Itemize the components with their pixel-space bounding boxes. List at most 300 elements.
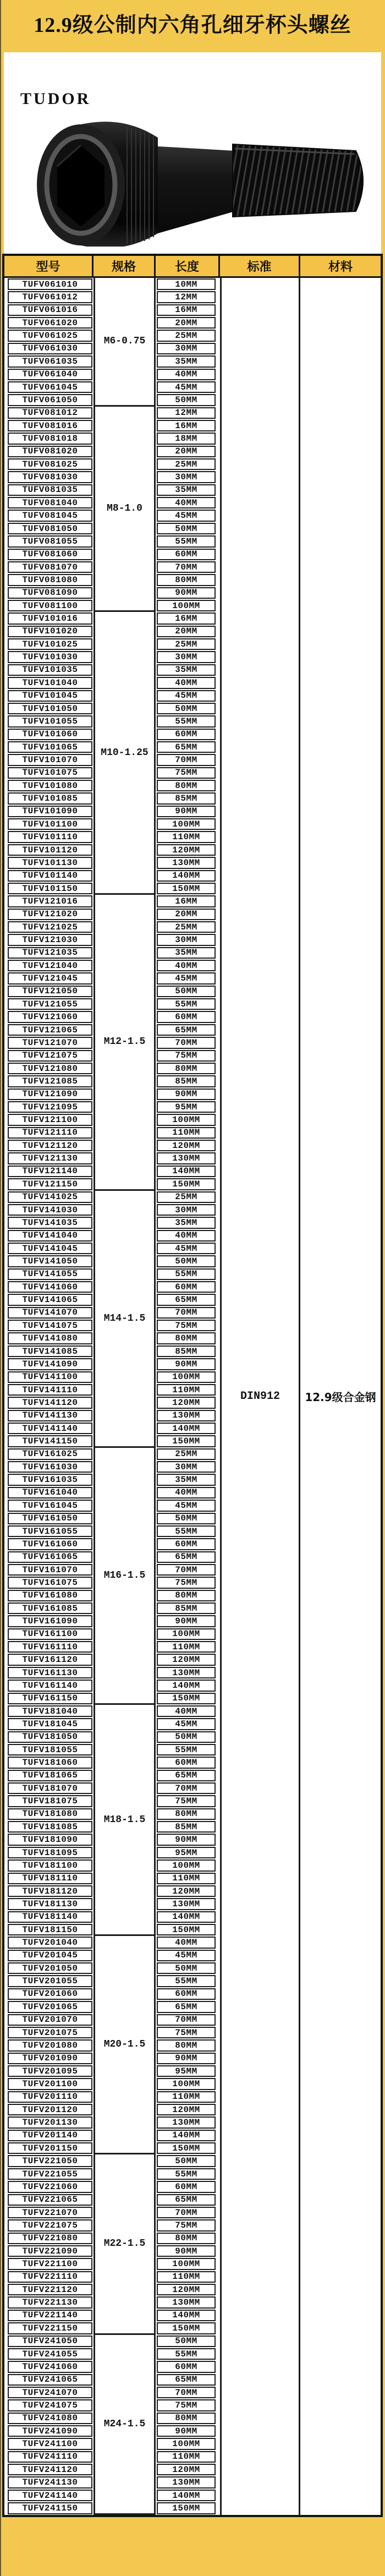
length-cell: 40MM xyxy=(157,960,216,971)
model-cell: TUFV141040 xyxy=(8,1230,92,1241)
length-cell: 30MM xyxy=(157,1461,216,1473)
length-cell: 30MM xyxy=(157,934,216,945)
model-cell: TUFV081012 xyxy=(8,407,92,419)
length-cell: 50MM xyxy=(157,2155,216,2167)
model-cell: TUFV161035 xyxy=(8,1474,92,1485)
model-cell: TUFV161060 xyxy=(8,1538,92,1550)
length-cell: 90MM xyxy=(157,1834,216,1845)
length-cell: 60MM xyxy=(157,729,216,740)
model-cell: TUFV061035 xyxy=(8,356,92,367)
length-cell: 150MM xyxy=(157,883,216,894)
model-cell: TUFV201055 xyxy=(8,1975,92,1987)
length-cell: 30MM xyxy=(157,471,216,483)
model-cell: TUFV181075 xyxy=(8,1795,92,1807)
length-cell: 80MM xyxy=(157,1590,216,1601)
length-cell: 50MM xyxy=(157,2336,216,2347)
length-cell: 95MM xyxy=(157,2065,216,2077)
length-cell: 140MM xyxy=(157,1680,216,1691)
model-cell: TUFV201095 xyxy=(8,2065,92,2077)
length-cell: 25MM xyxy=(157,330,216,341)
length-cell: 75MM xyxy=(157,1320,216,1331)
length-cell: 25MM xyxy=(157,921,216,933)
length-cell: 130MM xyxy=(157,2296,216,2308)
length-cell: 80MM xyxy=(157,1332,216,1344)
model-cell: TUFV161150 xyxy=(8,1693,92,1704)
model-cell: TUFV061020 xyxy=(8,317,92,329)
length-cell: 60MM xyxy=(157,1538,216,1550)
model-cell: TUFV121065 xyxy=(8,1024,92,1036)
model-cell: TUFV121140 xyxy=(8,1166,92,1177)
model-cell: TUFV241120 xyxy=(8,2464,92,2475)
model-cell: TUFV121016 xyxy=(8,895,92,907)
length-cell: 45MM xyxy=(157,1243,216,1254)
length-cell: 130MM xyxy=(157,1898,216,1910)
length-cell: 70MM xyxy=(157,561,216,573)
model-cell: TUFV081090 xyxy=(8,587,92,599)
length-cell: 90MM xyxy=(157,2245,216,2257)
length-cell: 55MM xyxy=(157,715,216,727)
length-cell: 85MM xyxy=(157,1603,216,1614)
model-cell: TUFV101140 xyxy=(8,870,92,882)
length-cell: 140MM xyxy=(157,2130,216,2141)
length-cell: 30MM xyxy=(157,1204,216,1216)
model-cell: TUFV081018 xyxy=(8,433,92,444)
length-cell: 25MM xyxy=(157,1191,216,1203)
length-cell: 130MM xyxy=(157,1667,216,1678)
length-cell: 45MM xyxy=(157,1500,216,1511)
model-cell: TUFV101025 xyxy=(8,638,92,650)
length-cell: 100MM xyxy=(157,1114,216,1125)
length-cell: 30MM xyxy=(157,343,216,354)
length-cell: 65MM xyxy=(157,1770,216,1781)
model-cell: TUFV161075 xyxy=(8,1577,92,1588)
spec-cell: M16-1.5 xyxy=(94,1448,156,1705)
model-cell: TUFV201090 xyxy=(8,2053,92,2064)
length-cell: 110MM xyxy=(157,1641,216,1653)
model-cell: TUFV161070 xyxy=(8,1564,92,1576)
model-cell: TUFV181150 xyxy=(8,1924,92,1935)
length-cell: 90MM xyxy=(157,1615,216,1627)
model-cell: TUFV101150 xyxy=(8,883,92,894)
length-cell: 140MM xyxy=(157,1166,216,1177)
model-cell: TUFV141055 xyxy=(8,1268,92,1280)
model-cell: TUFV101045 xyxy=(8,690,92,702)
length-cell: 150MM xyxy=(157,2502,216,2514)
length-cell: 45MM xyxy=(157,510,216,521)
column-header-length: 长度 xyxy=(156,256,220,278)
model-cell: TUFV201140 xyxy=(8,2130,92,2141)
model-cell: TUFV121150 xyxy=(8,1178,92,1190)
length-cell: 100MM xyxy=(157,818,216,830)
spec-cell: M20-1.5 xyxy=(94,1936,156,2154)
length-cell: 60MM xyxy=(157,1281,216,1293)
spec-cell: M22-1.5 xyxy=(94,2154,156,2334)
length-cell: 45MM xyxy=(157,972,216,984)
model-cell: TUFV181110 xyxy=(8,1873,92,1884)
model-cell: TUFV161090 xyxy=(8,1615,92,1627)
model-cell: TUFV221120 xyxy=(8,2284,92,2295)
length-cell: 25MM xyxy=(157,458,216,470)
length-cell: 110MM xyxy=(157,831,216,843)
length-cell: 130MM xyxy=(157,2116,216,2128)
length-cell: 55MM xyxy=(157,1744,216,1755)
model-cell: TUFV121130 xyxy=(8,1152,92,1164)
length-cell: 16MM xyxy=(157,895,216,907)
brand-logo: TUDOR xyxy=(20,90,91,108)
model-cell: TUFV181085 xyxy=(8,1821,92,1833)
model-cell: TUFV221100 xyxy=(8,2258,92,2269)
length-cell: 75MM xyxy=(157,2219,216,2231)
model-cell: TUFV161045 xyxy=(8,1500,92,1511)
model-cell: TUFV101060 xyxy=(8,729,92,740)
standard-cell: DIN912 xyxy=(220,278,300,2515)
screw-threads xyxy=(233,144,363,217)
model-cell: TUFV121120 xyxy=(8,1140,92,1151)
model-cell: TUFV141075 xyxy=(8,1320,92,1331)
model-cell: TUFV201080 xyxy=(8,2039,92,2051)
length-cell: 120MM xyxy=(157,1397,216,1408)
length-cell: 65MM xyxy=(157,741,216,753)
model-cell: TUFV121100 xyxy=(8,1114,92,1125)
model-cell: TUFV241050 xyxy=(8,2336,92,2347)
model-cell: TUFV181080 xyxy=(8,1808,92,1820)
model-cell: TUFV101110 xyxy=(8,831,92,843)
model-cell: TUFV201065 xyxy=(8,2001,92,2012)
length-cell: 40MM xyxy=(157,677,216,688)
length-cell: 140MM xyxy=(157,2310,216,2321)
model-cell: TUFV081100 xyxy=(8,600,92,611)
model-cell: TUFV221050 xyxy=(8,2155,92,2167)
length-cell: 110MM xyxy=(157,1873,216,1884)
length-cell: 100MM xyxy=(157,1371,216,1383)
model-cell: TUFV121055 xyxy=(8,998,92,1010)
model-cell: TUFV201060 xyxy=(8,1988,92,2000)
socket-head-cap-screw-photo xyxy=(19,110,371,247)
model-cell: TUFV181055 xyxy=(8,1744,92,1755)
model-cell: TUFV121035 xyxy=(8,947,92,959)
model-cell: TUFV161085 xyxy=(8,1603,92,1614)
length-cell: 50MM xyxy=(157,394,216,406)
model-cell: TUFV081055 xyxy=(8,535,92,547)
length-cell: 75MM xyxy=(157,2027,216,2038)
model-cell: TUFV101055 xyxy=(8,715,92,727)
length-cell: 35MM xyxy=(157,484,216,496)
length-cell: 110MM xyxy=(157,1384,216,1396)
length-cell: 20MM xyxy=(157,317,216,329)
length-cell: 40MM xyxy=(157,497,216,508)
model-cell: TUFV241065 xyxy=(8,2374,92,2386)
model-cell: TUFV181100 xyxy=(8,1859,92,1871)
model-cell: TUFV121080 xyxy=(8,1063,92,1074)
model-cell: TUFV141100 xyxy=(8,1371,92,1383)
length-cell: 110MM xyxy=(157,2271,216,2283)
length-cell: 100MM xyxy=(157,1859,216,1871)
model-cell: TUFV161130 xyxy=(8,1667,92,1678)
length-cell: 100MM xyxy=(157,2438,216,2449)
model-cell: TUFV121070 xyxy=(8,1037,92,1048)
length-cell: 60MM xyxy=(157,2361,216,2372)
spec-table xyxy=(2,254,383,2517)
length-cell: 50MM xyxy=(157,523,216,534)
column-header-spec: 规格 xyxy=(94,256,156,278)
model-cell: TUFV101080 xyxy=(8,780,92,791)
length-cell: 20MM xyxy=(157,626,216,637)
model-cell: TUFV121060 xyxy=(8,1011,92,1022)
length-cell: 70MM xyxy=(157,2387,216,2398)
length-cell: 150MM xyxy=(157,1435,216,1447)
length-cell: 40MM xyxy=(157,369,216,380)
model-cell: TUFV241070 xyxy=(8,2387,92,2398)
model-cell: TUFV081016 xyxy=(8,420,92,431)
model-cell: TUFV061012 xyxy=(8,291,92,303)
model-cell: TUFV181070 xyxy=(8,1782,92,1794)
length-cell: 90MM xyxy=(157,1089,216,1100)
model-cell: TUFV161050 xyxy=(8,1513,92,1524)
length-cell: 150MM xyxy=(157,1178,216,1190)
model-cell: TUFV141070 xyxy=(8,1307,92,1319)
material-cell: 12.9级合金钢 xyxy=(305,1390,376,1404)
length-cell: 40MM xyxy=(157,1705,216,1717)
model-cell: TUFV061016 xyxy=(8,304,92,316)
model-cell: TUFV081035 xyxy=(8,484,92,496)
spec-cell: M24-1.5 xyxy=(94,2335,156,2515)
length-cell: 65MM xyxy=(157,2001,216,2012)
length-cell: 60MM xyxy=(157,2181,216,2192)
model-cell: TUFV221110 xyxy=(8,2271,92,2283)
length-cell: 95MM xyxy=(157,1101,216,1113)
page-title: 12.9级公制内六角孔细牙杯头螺丝 xyxy=(34,14,351,37)
length-cell: 16MM xyxy=(157,420,216,431)
length-cell: 75MM xyxy=(157,1050,216,1062)
model-cell: TUFV101030 xyxy=(8,651,92,663)
length-cell: 18MM xyxy=(157,433,216,444)
model-cell: TUFV201120 xyxy=(8,2104,92,2115)
model-cell: TUFV081050 xyxy=(8,523,92,534)
model-cell: TUFV221055 xyxy=(8,2168,92,2180)
model-cell: TUFV061025 xyxy=(8,330,92,341)
length-cell: 80MM xyxy=(157,574,216,586)
model-cell: TUFV181060 xyxy=(8,1757,92,1768)
model-cell: TUFV101085 xyxy=(8,792,92,804)
model-cell: TUFV181090 xyxy=(8,1834,92,1845)
model-cell: TUFV081030 xyxy=(8,471,92,483)
model-cell: TUFV161080 xyxy=(8,1590,92,1601)
length-cell: 65MM xyxy=(157,2194,216,2206)
model-cell: TUFV141120 xyxy=(8,1397,92,1408)
model-cell: TUFV081040 xyxy=(8,497,92,508)
length-cell: 110MM xyxy=(157,1127,216,1139)
length-cell: 16MM xyxy=(157,612,216,624)
model-cell: TUFV061050 xyxy=(8,394,92,406)
model-cell: TUFV141025 xyxy=(8,1191,92,1203)
length-cell: 10MM xyxy=(157,278,216,290)
model-cell: TUFV241055 xyxy=(8,2348,92,2360)
model-cell: TUFV101130 xyxy=(8,857,92,868)
model-cell: TUFV161055 xyxy=(8,1525,92,1537)
length-cell: 85MM xyxy=(157,1075,216,1087)
model-cell: TUFV161040 xyxy=(8,1487,92,1498)
length-cell: 140MM xyxy=(157,1911,216,1923)
length-cell: 70MM xyxy=(157,2207,216,2218)
model-cell: TUFV161110 xyxy=(8,1641,92,1653)
column-header-standard: 标准 xyxy=(220,256,300,278)
length-cell: 130MM xyxy=(157,857,216,868)
model-cell: TUFV141030 xyxy=(8,1204,92,1216)
length-cell: 40MM xyxy=(157,1937,216,1948)
length-cell: 30MM xyxy=(157,651,216,663)
length-cell: 120MM xyxy=(157,2284,216,2295)
length-cell: 60MM xyxy=(157,1011,216,1022)
length-cell: 70MM xyxy=(157,1782,216,1794)
model-cell: TUFV141045 xyxy=(8,1243,92,1254)
length-cell: 35MM xyxy=(157,356,216,367)
length-cell: 12MM xyxy=(157,291,216,303)
model-cell: TUFV161140 xyxy=(8,1680,92,1691)
length-cell: 20MM xyxy=(157,446,216,457)
model-cell: TUFV181130 xyxy=(8,1898,92,1910)
length-cell: 50MM xyxy=(157,703,216,714)
model-cell: TUFV161065 xyxy=(8,1551,92,1563)
length-cell: 75MM xyxy=(157,1795,216,1807)
length-cell: 90MM xyxy=(157,587,216,599)
model-cell: TUFV141110 xyxy=(8,1384,92,1396)
model-cell: TUFV241140 xyxy=(8,2490,92,2501)
length-cell: 25MM xyxy=(157,638,216,650)
length-cell: 150MM xyxy=(157,1693,216,1704)
model-cell: TUFV201130 xyxy=(8,2116,92,2128)
length-cell: 130MM xyxy=(157,2476,216,2488)
screw-shank xyxy=(158,146,235,233)
length-cell: 20MM xyxy=(157,909,216,920)
model-cell: TUFV061040 xyxy=(8,369,92,380)
spec-cell: M18-1.5 xyxy=(94,1705,156,1936)
length-cell: 55MM xyxy=(157,1268,216,1280)
length-cell: 50MM xyxy=(157,1255,216,1267)
model-cell: TUFV181050 xyxy=(8,1731,92,1743)
length-cell: 150MM xyxy=(157,2322,216,2334)
length-cell: 75MM xyxy=(157,767,216,779)
length-cell: 80MM xyxy=(157,780,216,791)
model-cell: TUFV161025 xyxy=(8,1448,92,1460)
model-cell: TUFV101020 xyxy=(8,626,92,637)
length-cell: 70MM xyxy=(157,2014,216,2026)
content-panel xyxy=(4,52,381,254)
model-cell: TUFV161100 xyxy=(8,1628,92,1640)
model-cell: TUFV141130 xyxy=(8,1410,92,1421)
length-cell: 120MM xyxy=(157,1140,216,1151)
model-cell: TUFV121050 xyxy=(8,986,92,997)
length-cell: 12MM xyxy=(157,407,216,419)
model-cell: TUFV201050 xyxy=(8,1962,92,1974)
model-cell: TUFV181045 xyxy=(8,1718,92,1730)
length-cell: 55MM xyxy=(157,2168,216,2180)
length-cell: 150MM xyxy=(157,2142,216,2154)
length-cell: 90MM xyxy=(157,2053,216,2064)
model-cell: TUFV081080 xyxy=(8,574,92,586)
model-cell: TUFV241110 xyxy=(8,2451,92,2463)
model-cell: TUFV241080 xyxy=(8,2413,92,2424)
model-cell: TUFV081060 xyxy=(8,549,92,560)
model-cell: TUFV101120 xyxy=(8,844,92,856)
length-cell: 80MM xyxy=(157,2233,216,2244)
model-cell: TUFV201045 xyxy=(8,1950,92,1961)
model-cell: TUFV201150 xyxy=(8,2142,92,2154)
model-cell: TUFV121085 xyxy=(8,1075,92,1087)
length-cell: 120MM xyxy=(157,1885,216,1897)
length-cell: 16MM xyxy=(157,304,216,316)
length-cell: 90MM xyxy=(157,2425,216,2437)
model-cell: TUFV201110 xyxy=(8,2091,92,2103)
model-cell: TUFV141080 xyxy=(8,1332,92,1344)
model-cell: TUFV201040 xyxy=(8,1937,92,1948)
length-cell: 65MM xyxy=(157,1551,216,1563)
model-cell: TUFV181065 xyxy=(8,1770,92,1781)
model-cell: TUFV141085 xyxy=(8,1346,92,1357)
model-cell: TUFV121095 xyxy=(8,1101,92,1113)
model-cell: TUFV061030 xyxy=(8,343,92,354)
length-cell: 85MM xyxy=(157,1346,216,1357)
length-cell: 130MM xyxy=(157,1410,216,1421)
model-cell: TUFV201100 xyxy=(8,2078,92,2090)
length-cell: 35MM xyxy=(157,947,216,959)
model-cell: TUFV141065 xyxy=(8,1294,92,1305)
model-cell: TUFV061010 xyxy=(8,278,92,290)
model-cell: TUFV161030 xyxy=(8,1461,92,1473)
model-cell: TUFV241130 xyxy=(8,2476,92,2488)
length-cell: 90MM xyxy=(157,806,216,817)
length-cell: 65MM xyxy=(157,1294,216,1305)
length-cell: 55MM xyxy=(157,998,216,1010)
length-cell: 50MM xyxy=(157,986,216,997)
model-cell: TUFV121025 xyxy=(8,921,92,933)
model-cell: TUFV221150 xyxy=(8,2322,92,2334)
model-cell: TUFV081045 xyxy=(8,510,92,521)
model-cell: TUFV221080 xyxy=(8,2233,92,2244)
length-cell: 140MM xyxy=(157,870,216,882)
length-cell: 110MM xyxy=(157,2091,216,2103)
model-cell: TUFV121090 xyxy=(8,1089,92,1100)
model-cell: TUFV241100 xyxy=(8,2438,92,2449)
model-cell: TUFV141035 xyxy=(8,1217,92,1228)
length-cell: 55MM xyxy=(157,535,216,547)
length-cell: 95MM xyxy=(157,1847,216,1858)
length-cell: 45MM xyxy=(157,1718,216,1730)
length-cell: 100MM xyxy=(157,2078,216,2090)
model-cell: TUFV121045 xyxy=(8,972,92,984)
length-cell: 70MM xyxy=(157,1037,216,1048)
length-cell: 85MM xyxy=(157,792,216,804)
length-cell: 120MM xyxy=(157,844,216,856)
model-cell: TUFV121075 xyxy=(8,1050,92,1062)
length-cell: 40MM xyxy=(157,1487,216,1498)
model-cell: TUFV081020 xyxy=(8,446,92,457)
length-cell: 120MM xyxy=(157,2464,216,2475)
length-cell: 140MM xyxy=(157,1423,216,1434)
model-cell: TUFV141050 xyxy=(8,1255,92,1267)
model-cell: TUFV141060 xyxy=(8,1281,92,1293)
model-cell: TUFV101065 xyxy=(8,741,92,753)
length-cell: 60MM xyxy=(157,1757,216,1768)
length-cell: 60MM xyxy=(157,549,216,560)
model-cell: TUFV241075 xyxy=(8,2399,92,2411)
length-cell: 35MM xyxy=(157,664,216,676)
model-cell: TUFV241090 xyxy=(8,2425,92,2437)
length-cell: 100MM xyxy=(157,1628,216,1640)
length-cell: 70MM xyxy=(157,1307,216,1319)
model-cell: TUFV181140 xyxy=(8,1911,92,1923)
length-cell: 80MM xyxy=(157,2039,216,2051)
length-cell: 100MM xyxy=(157,600,216,611)
